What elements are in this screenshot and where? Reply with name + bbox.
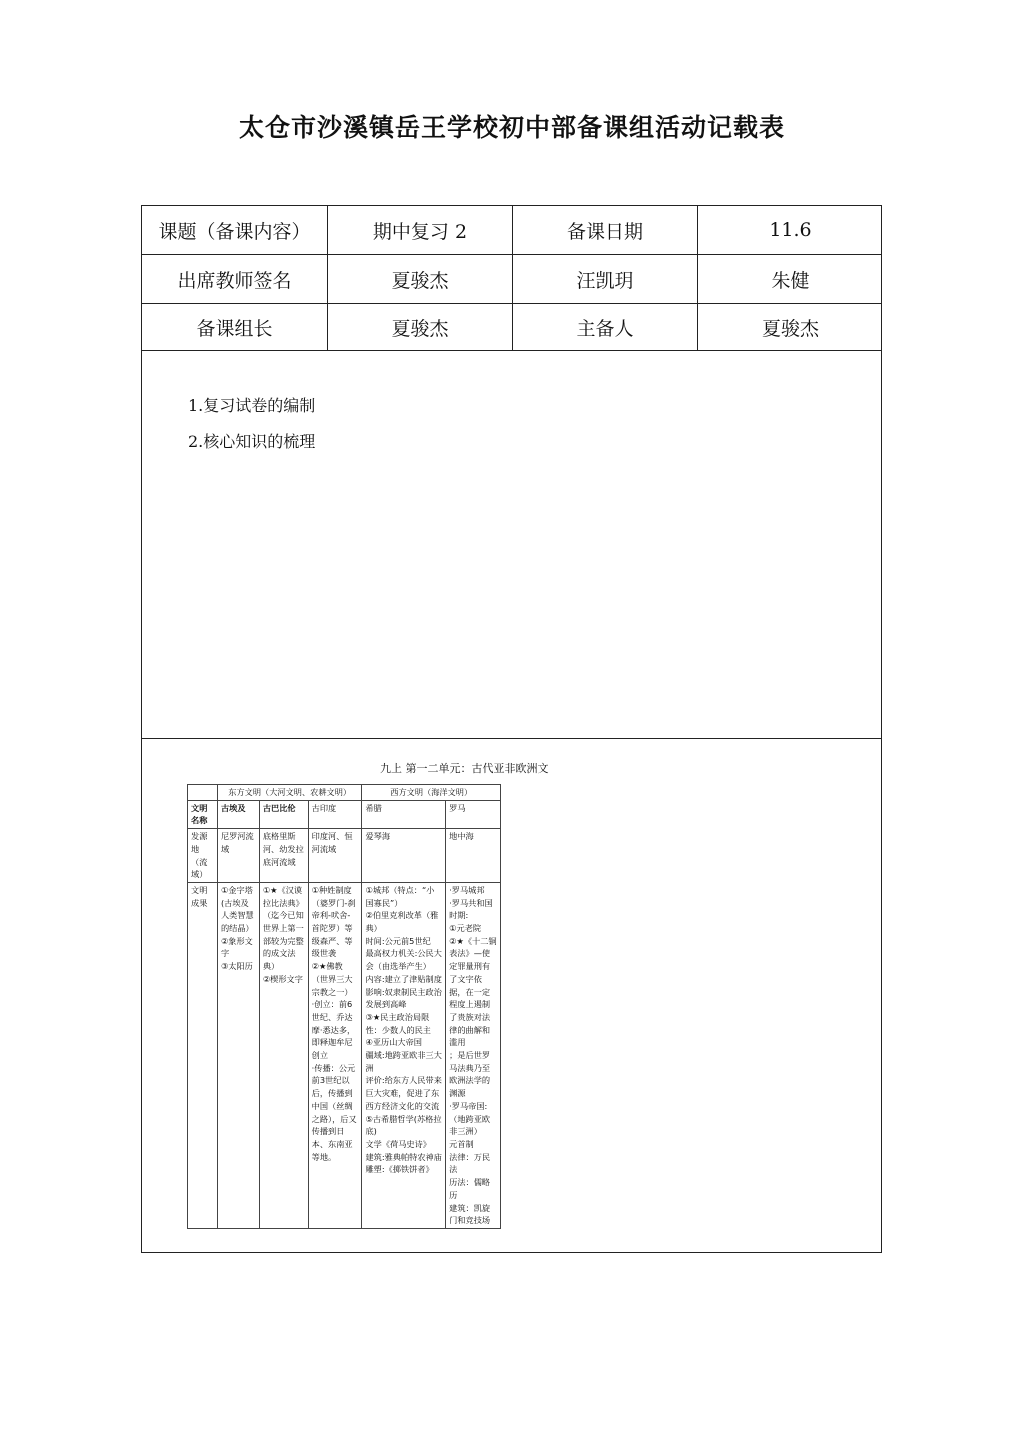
achievement-line: ⑤古希腊哲学(苏格拉底) bbox=[365, 1113, 442, 1137]
corner-cell bbox=[188, 785, 218, 801]
achievement-line: 建筑：凯旋门和竞技场 bbox=[449, 1202, 491, 1226]
achievement-line: 历法：儒略历 bbox=[449, 1177, 491, 1200]
achievement-line: ①元老院 bbox=[449, 923, 482, 934]
achievement-line: 最高权力机关:公民大会（由选举产生） bbox=[365, 948, 442, 972]
achievement-line: ②★佛教（世界三大宗教之一） bbox=[311, 961, 353, 997]
info-row-attendees bbox=[142, 255, 881, 304]
content-line-1: 1.复习试卷的编制 bbox=[188, 396, 316, 415]
achievement-line: ·创立：前6世纪、乔达摩·悉达多，即释迦牟尼创立 bbox=[311, 999, 356, 1061]
achievement-line: 雕塑:《掷铁饼者》 bbox=[365, 1164, 434, 1175]
achievement-line: ①★《汉谟拉比法典》（迄今已知世界上第一部较为完整的成文法典） bbox=[262, 884, 304, 972]
achievement-line: 时间:公元前5世纪 bbox=[365, 935, 431, 946]
achievement-greece bbox=[362, 882, 446, 1228]
page-title: 太仓市沙溪镇岳王学校初中部备课组活动记载表 bbox=[238, 113, 785, 142]
date-value: 11.6 bbox=[769, 219, 812, 241]
origin-egypt: 尼罗河流域 bbox=[217, 829, 259, 883]
achievement-line: 评价:给东方人民带来巨大灾难，促进了东西方经济文化的交流 bbox=[365, 1075, 442, 1111]
achievement-line: 内容:建立了津贴制度 bbox=[365, 973, 442, 984]
achievement-babylon bbox=[259, 882, 308, 1228]
achievement-line: 影响:奴隶制民主政治发展到高峰 bbox=[365, 986, 442, 1010]
content-section bbox=[142, 351, 881, 739]
achievement-line: ②★《十二铜表法》—使定罪量刑有了文字依据，在一定程度上遏制了贵族对法律的曲解和滥用 bbox=[449, 935, 497, 1048]
achievement-egypt bbox=[217, 882, 259, 1228]
achievement-india bbox=[308, 882, 362, 1228]
achievement-line: ④亚历山大帝国 bbox=[365, 1037, 422, 1048]
achievement-line: ③太阳历 bbox=[220, 961, 253, 972]
achievement-line: ①城邦（特点：“小国寡民”） bbox=[365, 884, 435, 908]
eastern-header: 东方文明（大河文明、农耕文明） bbox=[217, 785, 362, 801]
achievement-line: ②象形文字 bbox=[220, 935, 253, 959]
achievement-line: 法律：万民法 bbox=[449, 1151, 491, 1175]
row-header-achievement: 文明成果 bbox=[188, 882, 218, 1228]
achievement-row bbox=[188, 882, 501, 1228]
origin-rome: 地中海 bbox=[446, 829, 501, 883]
achievement-line: 文学《荷马史诗》 bbox=[365, 1138, 431, 1149]
info-row-topic bbox=[142, 206, 881, 255]
achievement-line: ②楔形文字 bbox=[262, 973, 303, 984]
achievement-line: ①种姓制度（婆罗门-刹帝利-吠舍-首陀罗）等级森严、等级世袭 bbox=[311, 884, 356, 959]
origin-babylon: 底格里斯河、幼发拉底河流域 bbox=[259, 829, 308, 883]
content-line-2: 2.核心知识的梳理 bbox=[188, 432, 316, 451]
achievement-line: ③★民主政治局限性：少数人的民主 bbox=[365, 1011, 431, 1035]
origin-row bbox=[188, 829, 501, 883]
achievement-rome bbox=[446, 882, 501, 1228]
attendee-3: 朱健 bbox=[771, 269, 810, 292]
row-header-name: 文明名称 bbox=[188, 800, 218, 828]
achievement-line: 疆域:地跨亚欧非三大洲 bbox=[365, 1050, 442, 1073]
western-header: 西方文明（海洋文明） bbox=[362, 785, 501, 801]
name-greece: 希腊 bbox=[362, 800, 446, 828]
main-preparer-label: 主备人 bbox=[513, 304, 698, 350]
achievement-line: ①金字塔(古埃及人类智慧的结晶） bbox=[220, 884, 254, 934]
topic-value: 期中复习 2 bbox=[328, 206, 513, 254]
name-egypt: 古埃及 bbox=[217, 800, 259, 828]
row-header-origin: 发源地（流域） bbox=[188, 829, 218, 883]
origin-greece: 爱琴海 bbox=[362, 829, 446, 883]
main-preparer-value: 夏骏杰 bbox=[761, 317, 819, 340]
image-section bbox=[142, 739, 881, 1253]
achievement-line: ②伯里克利改革（雅典） bbox=[365, 910, 439, 934]
name-row bbox=[188, 800, 501, 828]
achievement-line: 元首制 bbox=[449, 1138, 474, 1149]
record-table bbox=[141, 205, 882, 1253]
info-row-leader bbox=[142, 304, 881, 351]
name-babylon: 古巴比伦 bbox=[259, 800, 308, 828]
image-title: 九上 第一二单元：古代亚非欧洲文 bbox=[380, 762, 549, 775]
date-label: 备课日期 bbox=[513, 206, 698, 254]
group-header-row bbox=[188, 785, 501, 801]
name-rome: 罗马 bbox=[446, 800, 501, 828]
leader-label: 备课组长 bbox=[142, 304, 328, 350]
attendee-1: 夏骏杰 bbox=[328, 255, 513, 303]
achievement-line: 建筑:雅典帕特农神庙 bbox=[365, 1151, 442, 1162]
name-india: 古印度 bbox=[308, 800, 362, 828]
topic-label: 课题（备课内容） bbox=[142, 206, 328, 254]
attendees-label: 出席教师签名 bbox=[142, 255, 328, 303]
achievement-line: ·罗马帝国:（地跨亚欧非三洲） bbox=[449, 1100, 491, 1137]
achievement-line: ·传播：公元前3世纪以后，传播到中国（丝绸之路），后又传播到日本、东南亚等地。 bbox=[311, 1062, 357, 1162]
origin-india: 印度河、恒河流域 bbox=[308, 829, 362, 883]
leader-value: 夏骏杰 bbox=[328, 304, 513, 350]
attendee-2: 汪凯玥 bbox=[513, 255, 698, 303]
achievement-line: ·罗马城邦 bbox=[449, 884, 485, 895]
achievement-line: ·罗马共和国时期: bbox=[449, 897, 493, 921]
civilization-table bbox=[187, 784, 501, 1229]
achievement-line: ；是后世罗马法典乃至欧洲法学的渊源 bbox=[449, 1050, 491, 1099]
